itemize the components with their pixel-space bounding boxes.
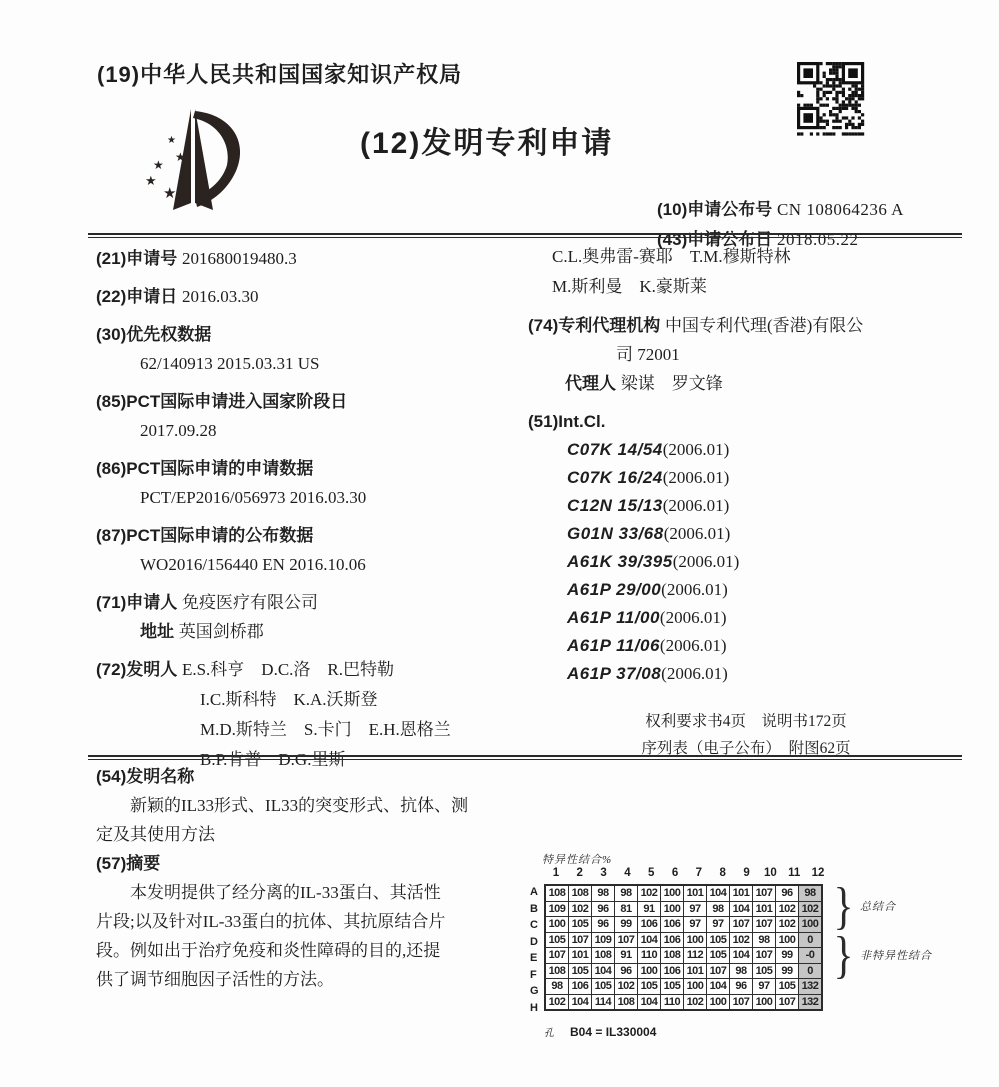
plate-cell-E8: 105 bbox=[707, 948, 730, 964]
plate-row-C: C bbox=[530, 919, 538, 932]
field-application-number bbox=[96, 244, 522, 273]
plate-cell-G12: 132 bbox=[799, 979, 823, 995]
ipc-code-value: A61P 11/00 bbox=[567, 608, 660, 627]
plate-cell-A5: 102 bbox=[638, 885, 661, 901]
plate-cell-F7: 101 bbox=[684, 963, 707, 979]
plate-cell-A9: 101 bbox=[730, 885, 753, 901]
filing-date-label: (22)申请日 bbox=[96, 287, 182, 306]
inventors-more-lines-0: I.C.斯科特 K.A.沃斯登 bbox=[200, 690, 378, 709]
plate-cell-D12: 0 bbox=[799, 932, 823, 948]
field-agency bbox=[528, 311, 964, 398]
plate-cell-H4: 108 bbox=[615, 994, 638, 1010]
ipc-code-7 bbox=[528, 632, 964, 660]
plate-col-8: 8 bbox=[719, 867, 726, 879]
ipc-code-6 bbox=[528, 604, 964, 632]
plate-cell-D8: 105 bbox=[707, 932, 730, 948]
abstract-text-0: 本发明提供了经分离的IL-33蛋白、其活性 bbox=[96, 883, 441, 902]
plate-cell-A4: 98 bbox=[615, 885, 638, 901]
svg-text:★: ★ bbox=[163, 184, 177, 202]
plate-cell-A8: 104 bbox=[707, 885, 730, 901]
plate-cell-E2: 101 bbox=[569, 948, 592, 964]
ipc-code-0 bbox=[528, 436, 964, 464]
plate-cell-F1: 108 bbox=[545, 963, 569, 979]
brace-total-binding: } bbox=[833, 878, 854, 935]
plate-cell-D9: 102 bbox=[730, 932, 753, 948]
publication-date-value: 2018.05.22 bbox=[776, 230, 859, 249]
office-name: (19)中华人民共和国国家知识产权局 bbox=[97, 62, 463, 87]
plate-cell-B3: 96 bbox=[592, 901, 615, 917]
svg-text:★: ★ bbox=[153, 158, 164, 172]
plate-cell-G6: 105 bbox=[661, 979, 684, 995]
plate-cell-B12: 102 bbox=[799, 901, 823, 917]
plate-cell-B5: 91 bbox=[638, 901, 661, 917]
ipc-code-value: A61K 39/395 bbox=[567, 552, 673, 571]
plate-cell-B7: 97 bbox=[684, 901, 707, 917]
plate-cell-H5: 104 bbox=[638, 994, 661, 1010]
plate-cell-A10: 107 bbox=[753, 885, 776, 901]
plate-cell-C9: 107 bbox=[730, 917, 753, 933]
agents-value: 梁谋 罗文锋 bbox=[620, 374, 723, 393]
figure-title: 特异性结合% bbox=[542, 854, 613, 866]
ipc-code-version: (2006.01) bbox=[661, 664, 728, 683]
plate-cell-E5: 110 bbox=[638, 948, 661, 964]
figure-footnote bbox=[544, 1024, 656, 1040]
ipc-code-version: (2006.01) bbox=[659, 636, 727, 655]
plate-cell-B2: 102 bbox=[569, 901, 592, 917]
address-value: 英国剑桥郡 bbox=[178, 622, 264, 641]
application-number-label: (21)申请号 bbox=[96, 249, 182, 268]
invention-title-text-0: 新颖的IL33形式、IL33的突变形式、抗体、测 bbox=[96, 796, 469, 815]
plate-cell-C10: 107 bbox=[753, 917, 776, 933]
plate-cell-G5: 105 bbox=[638, 979, 661, 995]
agents-label: 代理人 bbox=[565, 374, 621, 393]
footnote-value: B04 = IL330004 bbox=[570, 1025, 657, 1039]
plate-cell-F4: 96 bbox=[615, 963, 638, 979]
applicant-value: 免疫医疗有限公司 bbox=[181, 593, 318, 612]
invention-title-text-1: 定及其使用方法 bbox=[96, 825, 215, 844]
pct-application-value: PCT/EP2016/056973 2016.03.30 bbox=[140, 488, 367, 507]
svg-text:★: ★ bbox=[145, 174, 157, 189]
field-applicant bbox=[96, 588, 522, 646]
ipc-code-value: C12N 15/13 bbox=[567, 496, 663, 515]
plate-cell-F9: 98 bbox=[730, 963, 753, 979]
plate-cell-H7: 102 bbox=[684, 994, 707, 1010]
plate-cell-D6: 106 bbox=[661, 932, 684, 948]
plate-cell-G8: 104 bbox=[707, 979, 730, 995]
plate-cell-C8: 97 bbox=[707, 917, 730, 933]
plate-cell-H2: 104 bbox=[569, 994, 592, 1010]
plate-col-9: 9 bbox=[743, 867, 750, 879]
ipc-code-4 bbox=[528, 548, 964, 576]
plate-cell-G3: 105 bbox=[592, 979, 615, 995]
brace-label-nonspecific-binding: 非特异性结合 bbox=[860, 950, 932, 962]
plate-cell-B4: 81 bbox=[615, 901, 638, 917]
ipc-code-5 bbox=[528, 576, 964, 604]
plate-cell-E7: 112 bbox=[684, 948, 707, 964]
ipc-code-version: (2006.01) bbox=[662, 496, 730, 515]
field-inventors-continued bbox=[528, 242, 964, 302]
plate-cell-G7: 100 bbox=[684, 979, 707, 995]
plate-table bbox=[544, 884, 823, 1011]
plate-cell-C7: 97 bbox=[684, 917, 707, 933]
ipc-code-version: (2006.01) bbox=[659, 608, 727, 627]
plate-cell-D10: 98 bbox=[753, 932, 776, 948]
plate-cell-C11: 102 bbox=[776, 917, 799, 933]
plate-col-6: 6 bbox=[671, 867, 679, 879]
inventors-more-lines-2: B.P.肯普 D.G.里斯 bbox=[200, 750, 346, 769]
field-pct-national-date bbox=[96, 387, 522, 445]
plate-cell-G11: 105 bbox=[776, 979, 799, 995]
inventors-label: (72)发明人 bbox=[96, 660, 182, 679]
plate-cell-A12: 98 bbox=[799, 885, 823, 901]
ipc-code-8 bbox=[528, 660, 964, 688]
brace-label-total-binding: 总结合 bbox=[860, 901, 896, 913]
plate-col-12: 12 bbox=[811, 867, 825, 879]
pct-national-value: 2017.09.28 bbox=[140, 421, 217, 440]
application-number-value: 201680019480.3 bbox=[181, 249, 297, 268]
plate-cell-F8: 107 bbox=[707, 963, 730, 979]
plate-cell-A1: 108 bbox=[545, 885, 569, 901]
agency-value-line2: 司 72001 bbox=[616, 345, 680, 364]
priority-value: 62/140913 2015.03.31 US bbox=[140, 354, 320, 373]
plate-row-F: F bbox=[530, 968, 537, 981]
plate-col-11: 11 bbox=[788, 867, 801, 879]
plate-cell-D5: 104 bbox=[638, 932, 661, 948]
plate-cell-C5: 106 bbox=[638, 917, 661, 933]
title-abstract-section bbox=[96, 758, 524, 994]
plate-cell-A3: 98 bbox=[592, 885, 615, 901]
publication-date-label: (43)申请公布日 bbox=[657, 230, 777, 249]
agency-value-line1: 中国专利代理(香港)有限公 bbox=[664, 316, 864, 335]
plate-cell-G2: 106 bbox=[569, 979, 592, 995]
field-pct-application bbox=[96, 454, 522, 512]
plate-cell-D2: 107 bbox=[569, 932, 592, 948]
abstract-text-2: 段。例如出于治疗免疫和炎性障碍的目的,还提 bbox=[96, 941, 441, 960]
plate-row-B: B bbox=[530, 902, 538, 915]
plate-cell-A11: 96 bbox=[776, 885, 799, 901]
plate-cell-G10: 97 bbox=[753, 979, 776, 995]
plate-col-4: 4 bbox=[624, 867, 631, 879]
plate-cell-H9: 107 bbox=[730, 994, 753, 1010]
abstract-label: (57)摘要 bbox=[96, 854, 161, 873]
plate-row-labels bbox=[530, 884, 543, 1016]
plate-cell-D1: 105 bbox=[545, 932, 569, 948]
plate-data-row-F bbox=[545, 963, 822, 979]
filing-date-value: 2016.03.30 bbox=[181, 287, 259, 306]
plate-cell-B11: 102 bbox=[776, 901, 799, 917]
ipc-code-2 bbox=[528, 492, 964, 520]
field-pct-publication bbox=[96, 521, 522, 579]
plate-cell-F12: 0 bbox=[799, 963, 823, 979]
plate-cell-H10: 100 bbox=[753, 994, 776, 1010]
plate-data-row-B bbox=[545, 901, 822, 917]
plate-cell-B9: 104 bbox=[730, 901, 753, 917]
plate-cell-E1: 107 bbox=[545, 948, 569, 964]
plate-cell-G1: 98 bbox=[545, 979, 569, 995]
plate-cell-C2: 105 bbox=[569, 917, 592, 933]
pct-application-label: (86)PCT国际申请的申请数据 bbox=[96, 459, 314, 478]
plate-cell-F10: 105 bbox=[753, 963, 776, 979]
plate-cell-F11: 99 bbox=[776, 963, 799, 979]
plate-cell-E9: 104 bbox=[730, 948, 753, 964]
brace-nonspecific-binding: } bbox=[833, 927, 854, 984]
divider-top bbox=[88, 233, 962, 238]
ipc-code-value: C07K 14/54 bbox=[567, 440, 663, 459]
inventors-continued-lines-1: M.斯利曼 K.豪斯莱 bbox=[552, 277, 707, 296]
ipc-code-value: G01N 33/68 bbox=[567, 524, 664, 543]
plate-cell-F5: 100 bbox=[638, 963, 661, 979]
publication-number-label: (10)申请公布号 bbox=[657, 200, 777, 219]
inventors-line-0: E.S.科亨 D.C.洛 R.巴特勒 bbox=[181, 660, 395, 679]
qr-code bbox=[797, 62, 865, 138]
pct-publication-value: WO2016/156440 EN 2016.10.06 bbox=[140, 555, 366, 574]
pages-line-1: 权利要求书4页 说明书172页 bbox=[645, 713, 847, 730]
plate-cell-D11: 100 bbox=[776, 932, 799, 948]
priority-label: (30)优先权数据 bbox=[96, 325, 212, 344]
plate-data-row-A bbox=[545, 885, 822, 901]
plate-cell-B8: 98 bbox=[707, 901, 730, 917]
plate-col-3: 3 bbox=[600, 867, 607, 879]
plate-cell-C6: 106 bbox=[661, 917, 684, 933]
plate-col-5: 5 bbox=[648, 867, 655, 879]
plate-cell-A7: 101 bbox=[684, 885, 707, 901]
plate-cell-H11: 107 bbox=[776, 994, 799, 1010]
plate-cell-C1: 100 bbox=[545, 917, 569, 933]
plate-cell-A6: 100 bbox=[661, 885, 684, 901]
plate-cell-G4: 102 bbox=[615, 979, 638, 995]
ipc-code-1 bbox=[528, 464, 964, 492]
plate-row-E: E bbox=[530, 952, 538, 965]
plate-cell-F6: 106 bbox=[661, 963, 684, 979]
bibliographic-left-column bbox=[96, 240, 522, 775]
plate-cell-C12: 100 bbox=[799, 917, 823, 933]
abstract-text bbox=[96, 878, 524, 994]
ipc-code-version: (2006.01) bbox=[662, 468, 730, 487]
plate-cell-B10: 101 bbox=[753, 901, 776, 917]
plate-cell-D4: 107 bbox=[615, 932, 638, 948]
ipc-code-list bbox=[528, 436, 964, 688]
plate-cell-E4: 91 bbox=[615, 948, 638, 964]
svg-text:★: ★ bbox=[167, 135, 176, 146]
agency-label: (74)专利代理机构 bbox=[528, 316, 665, 335]
plate-cell-D3: 109 bbox=[592, 932, 615, 948]
ipc-code-value: A61P 11/06 bbox=[567, 636, 660, 655]
pct-national-label: (85)PCT国际申请进入国家阶段日 bbox=[96, 392, 348, 411]
plate-data-row-H bbox=[545, 994, 822, 1010]
plate-data-row-C bbox=[545, 917, 822, 933]
plate-cell-G9: 96 bbox=[730, 979, 753, 995]
plate-cell-H1: 102 bbox=[545, 994, 569, 1010]
invention-title-text bbox=[96, 791, 524, 849]
plate-col-10: 10 bbox=[763, 867, 777, 879]
plate-row-A: A bbox=[530, 886, 538, 899]
plate-row-D: D bbox=[530, 935, 538, 948]
plate-cell-E3: 108 bbox=[592, 948, 615, 964]
plate-cell-H3: 114 bbox=[592, 994, 615, 1010]
plate-cell-D7: 100 bbox=[684, 932, 707, 948]
address-label: 地址 bbox=[140, 622, 179, 641]
plate-col-1: 1 bbox=[552, 867, 560, 879]
plate-cell-H6: 110 bbox=[661, 994, 684, 1010]
plate-data-row-D bbox=[545, 932, 822, 948]
ipc-code-3 bbox=[528, 520, 964, 548]
ipc-code-version: (2006.01) bbox=[672, 552, 740, 571]
ipc-code-version: (2006.01) bbox=[661, 580, 728, 599]
plate-cell-E12: -0 bbox=[799, 948, 823, 964]
svg-text:★: ★ bbox=[175, 150, 186, 164]
ipc-code-value: A61P 29/00 bbox=[567, 580, 662, 599]
plate-column-headers bbox=[544, 867, 830, 879]
plate-cell-F3: 104 bbox=[592, 963, 615, 979]
plate-cell-C4: 99 bbox=[615, 917, 638, 933]
ipc-code-value: A61P 37/08 bbox=[567, 664, 662, 683]
abstract-text-1: 片段;以及针对IL-33蛋白的抗体、其抗原结合片 bbox=[96, 912, 446, 931]
plate-cell-H12: 132 bbox=[799, 994, 823, 1010]
abstract-text-3: 供了调节细胞因子活性的方法。 bbox=[96, 970, 334, 989]
plate-cell-F2: 105 bbox=[569, 963, 592, 979]
plate-row-H: H bbox=[530, 1001, 538, 1014]
field-ipc bbox=[528, 407, 964, 688]
inventors-continued-lines-0: C.L.奥弗雷-赛耶 T.M.穆斯特林 bbox=[552, 247, 791, 266]
plate-cell-E10: 107 bbox=[753, 948, 776, 964]
cnipa-logo-icon bbox=[133, 103, 258, 218]
applicant-label: (71)申请人 bbox=[96, 593, 182, 612]
pct-publication-label: (87)PCT国际申请的公布数据 bbox=[96, 526, 314, 545]
field-priority bbox=[96, 320, 522, 378]
invention-title-label: (54)发明名称 bbox=[96, 767, 195, 786]
plate-row-G: G bbox=[530, 985, 539, 998]
document-type-title: (12)发明专利申请 bbox=[360, 127, 614, 160]
ipc-code-value: C07K 16/24 bbox=[567, 468, 663, 487]
pages-line-2: 序列表（电子公布） 附图62页 bbox=[641, 740, 851, 757]
publication-number-value: CN 108064236 A bbox=[776, 200, 904, 219]
ipc-code-version: (2006.01) bbox=[663, 524, 731, 543]
footnote-well-label: 孔 bbox=[544, 1028, 554, 1039]
plate-cell-H8: 100 bbox=[707, 994, 730, 1010]
plate-cell-E6: 108 bbox=[661, 948, 684, 964]
ipc-code-version: (2006.01) bbox=[662, 440, 730, 459]
field-filing-date bbox=[96, 282, 522, 311]
plate-cell-B1: 109 bbox=[545, 901, 569, 917]
plate-cell-A2: 108 bbox=[569, 885, 592, 901]
plate-data-row-E bbox=[545, 948, 822, 964]
plate-col-2: 2 bbox=[576, 867, 583, 879]
plate-col-7: 7 bbox=[695, 867, 703, 879]
inventors-continued-lines bbox=[528, 242, 964, 302]
plate-cell-E11: 99 bbox=[776, 948, 799, 964]
bibliographic-right-column bbox=[528, 240, 964, 762]
plate-cell-B6: 100 bbox=[661, 901, 684, 917]
plate-data-row-G bbox=[545, 979, 822, 995]
pages-info bbox=[528, 708, 964, 762]
plate-cell-C3: 96 bbox=[592, 917, 615, 933]
inventors-more-lines-1: M.D.斯特兰 S.卡门 E.H.恩格兰 bbox=[200, 720, 451, 739]
ipc-label: (51)Int.Cl. bbox=[528, 412, 606, 431]
